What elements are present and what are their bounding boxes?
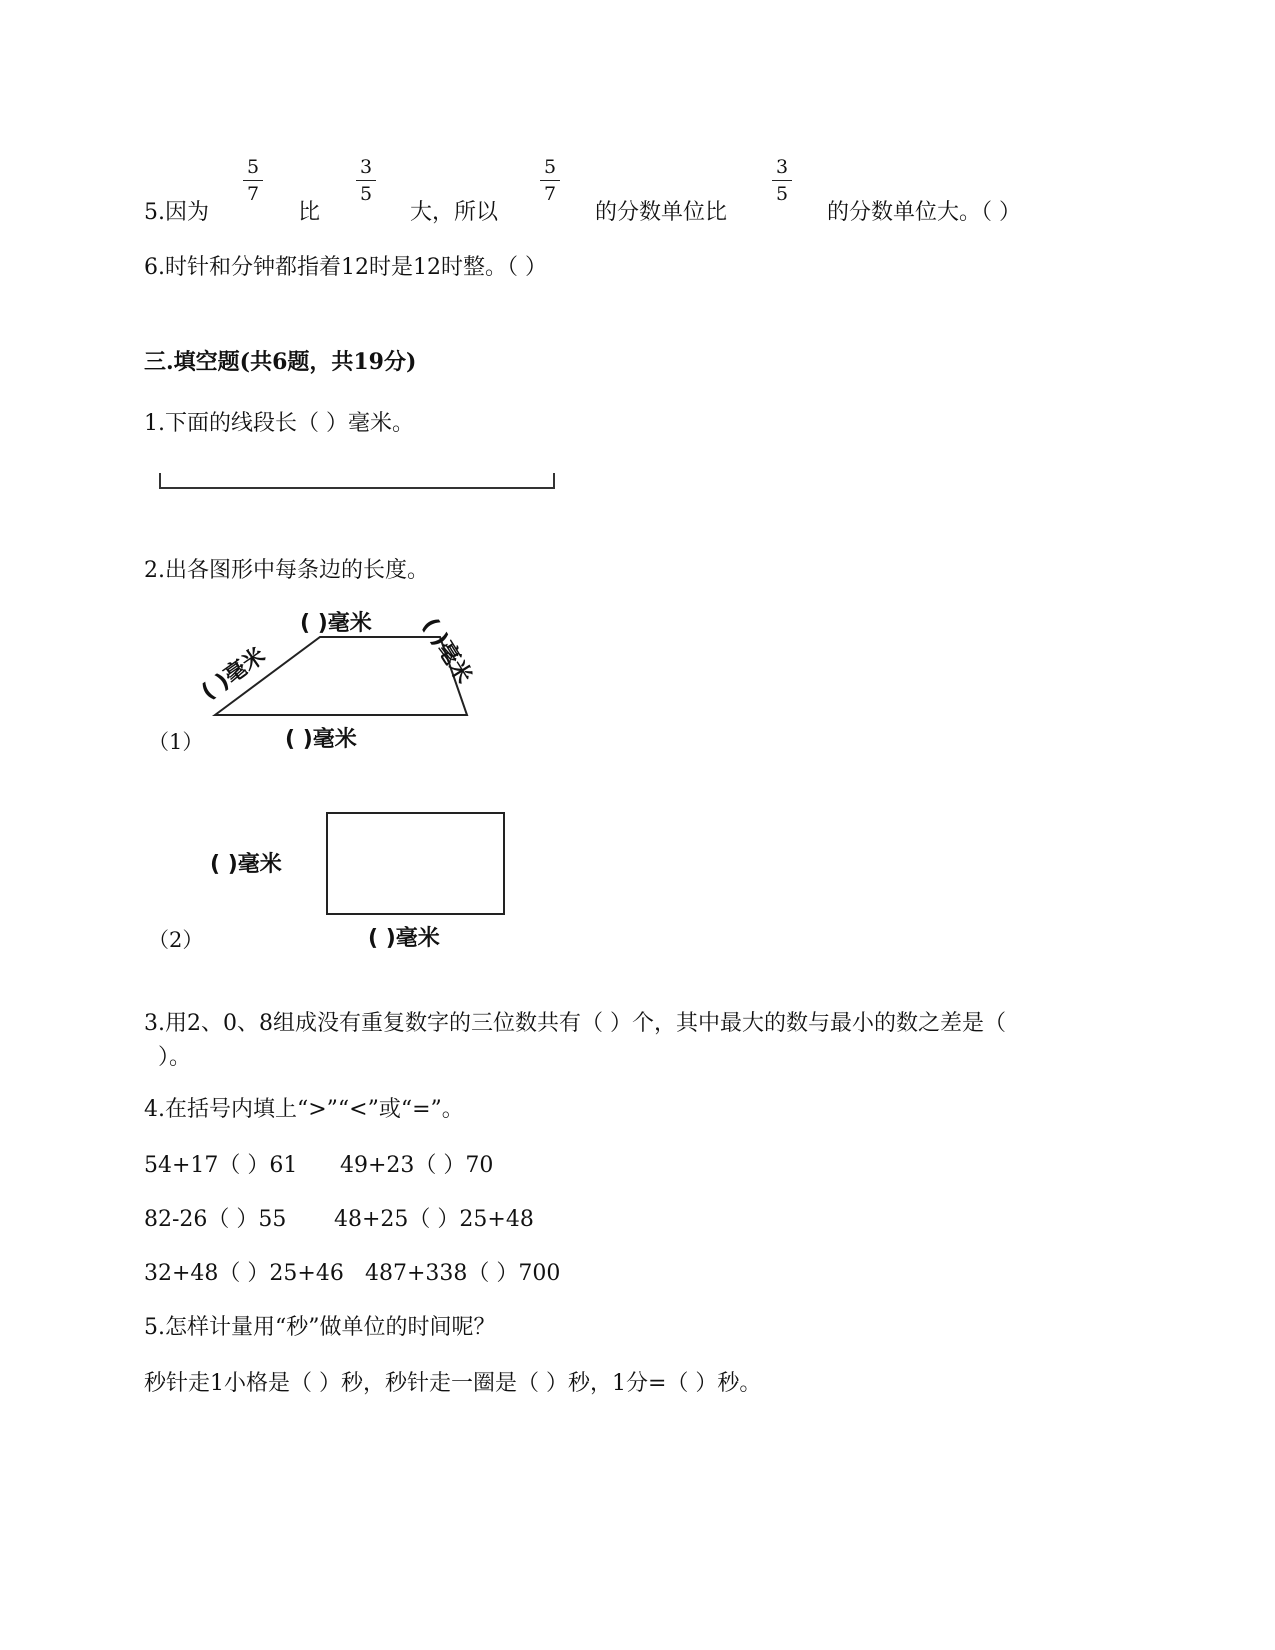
compare-row-1-right: 49+23（ ）70 — [340, 1153, 494, 1178]
trapezoid-bottom-label: ( )毫米 — [285, 727, 357, 752]
fraction-4 — [770, 156, 794, 205]
compare-row-2-left: 82-26（ ）55 — [144, 1207, 287, 1232]
fraction-1 — [241, 156, 265, 205]
fill1-text: 1.下面的线段长（ ）毫米。 — [144, 411, 414, 436]
fraction-bar — [356, 180, 376, 181]
rectangle-left-label: ( )毫米 — [210, 852, 282, 877]
fraction-2-denominator: 5 — [359, 183, 373, 205]
fill4-text: 4.在括号内填上“>”“<”或“=”。 — [144, 1097, 464, 1122]
rectangle-bottom-label: ( )毫米 — [368, 926, 440, 951]
fraction-3-numerator: 5 — [543, 156, 557, 178]
fraction-4-numerator: 3 — [775, 156, 789, 178]
fraction-4-denominator: 5 — [775, 183, 789, 205]
figure2-index: （2） — [148, 928, 204, 952]
compare-row-3-right: 487+338（ ）700 — [365, 1261, 561, 1286]
fraction-1-numerator: 5 — [246, 156, 260, 178]
trapezoid-left-label: ( )毫米 — [197, 643, 271, 705]
q5-text-big-so: 大，所以 — [410, 200, 499, 225]
fraction-bar — [243, 180, 263, 181]
fill5-answer: 秒针走1小格是（ ）秒，秒针走一圈是（ ）秒，1分=（ ）秒。 — [144, 1371, 762, 1396]
trapezoid-right-label: ( )毫米 — [416, 613, 477, 689]
fill3-line2: ）。 — [158, 1045, 192, 1070]
figure1-index: （1） — [148, 730, 204, 754]
compare-row-2-right: 48+25（ ）25+48 — [334, 1207, 534, 1232]
q6-text: 6.时针和分钟都指着12时是12时整。（ ） — [144, 255, 547, 280]
fraction-bar — [772, 180, 792, 181]
fill3-line1: 3.用2、0、8组成没有重复数字的三位数共有（ ）个，其中最大的数与最小的数之差是（ — [144, 1011, 1006, 1036]
q5-text-end: 的分数单位大。（ ） — [827, 200, 1021, 225]
fraction-3 — [538, 156, 562, 205]
fill2-text: 2.出各图形中每条边的长度。 — [144, 558, 429, 583]
line-segment — [150, 465, 570, 500]
trapezoid-figure — [190, 600, 510, 760]
fill5-text: 5.怎样计量用“秒”做单位的时间呢？ — [144, 1315, 496, 1340]
trapezoid-top-label: ( )毫米 — [300, 611, 372, 636]
fraction-2-numerator: 3 — [359, 156, 373, 178]
q5-text-than: 比 — [298, 200, 321, 225]
rectangle-figure — [326, 812, 505, 915]
fraction-2 — [354, 156, 378, 205]
q5-text-unit-than: 的分数单位比 — [595, 200, 728, 225]
section-heading: 三.填空题(共6题，共19分) — [144, 349, 417, 375]
fraction-bar — [540, 180, 560, 181]
compare-row-3-left: 32+48（ ）25+46 — [144, 1261, 344, 1286]
compare-row-1-left: 54+17（ ）61 — [144, 1153, 298, 1178]
q5-text-because: 5.因为 — [144, 200, 209, 225]
fraction-3-denominator: 7 — [543, 183, 557, 205]
fraction-1-denominator: 7 — [246, 183, 260, 205]
